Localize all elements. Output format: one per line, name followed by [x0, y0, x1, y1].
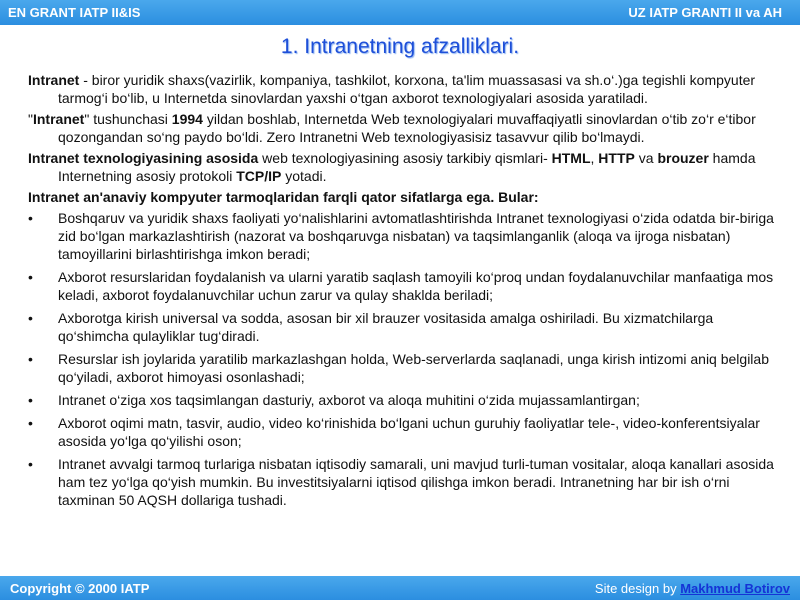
- bold-term: brouzer: [657, 150, 709, 166]
- header-right-text: UZ IATP GRANTI II va AH: [628, 5, 782, 20]
- list-item: [28, 309, 778, 345]
- bullet-icon: •: [28, 210, 33, 226]
- bold-term: HTTP: [598, 150, 635, 166]
- paragraph-text: ": [28, 111, 33, 127]
- top-banner: [0, 0, 800, 25]
- paragraph-text: va: [634, 150, 658, 166]
- bullet-icon: •: [28, 310, 33, 326]
- bullet-icon: •: [28, 269, 33, 285]
- list-item: [28, 455, 778, 509]
- list-item: [28, 268, 778, 304]
- paragraph-text: web texnologiyasining asosiy tarkibiy qismlari-: [258, 150, 552, 166]
- lead-heading: [28, 188, 778, 206]
- title-row: [0, 35, 800, 59]
- bold-term: Intranet: [32, 111, 85, 127]
- bullet-icon: •: [28, 456, 33, 472]
- bold-term: TCP/IP: [236, 168, 282, 184]
- copyright-text: Copyright © 2000 IATP: [10, 580, 150, 596]
- list-item: [28, 209, 778, 263]
- paragraph-text: - biror yuridik shaxs(vazirlik, kompaniya, tashkilot, korxona, ta'lim muassasasi va sh.o‘.)ga tegishli kompyuter tarmog‘i bo‘lib, u Internetda sinovlardan yaxshi o‘tgan axborot texnologiyalari asosida yaratiladi.: [58, 72, 756, 106]
- list-item-text: Axborot oqimi matn, tasvir, audio, video ko‘rinishida bo‘lgani uchun guruhiy faoliyatlar tele-, video-konferentsiyalar asosida yo‘lga qo‘yilishi oson;: [58, 415, 760, 449]
- list-item-text: Intranet avvalgi tarmoq turlariga nisbatan iqtisodiy samarali, uni mavjud turli-tuman vositalar, aloqa kanallari asosida ham tez yo‘lga qo‘yish mumkin. Bu investitsiyalarni iqtisod qilishga imkon beradi. Intranetning har bir ish o‘rni taxminan 50 AQSH dollariga tushadi.: [58, 456, 774, 508]
- bullet-icon: •: [28, 392, 33, 408]
- bold-term: Intranet texnologiyasining asosida: [28, 150, 259, 166]
- list-item: [28, 350, 778, 386]
- footer-banner: [0, 576, 800, 600]
- bold-term: HTML: [551, 150, 591, 166]
- paragraph-text: yotadi.: [281, 168, 327, 184]
- bullet-icon: •: [28, 415, 33, 431]
- bullet-icon: •: [28, 351, 33, 367]
- list-item-text: Axborotga kirish universal va sodda, asosan bir xil brauzer vositasida amalga oshiriladi. Bu xizmatchilarga qo‘shimcha qulayliklar tug‘diradi.: [58, 310, 714, 344]
- design-prefix-text: Site design by: [594, 580, 681, 596]
- paragraph-text: hamda Internetning asosiy protokoli: [58, 150, 756, 184]
- advantages-list: [28, 209, 778, 509]
- lead-bold-text: Intranet an'anaviy kompyuter tarmoqlaridan farqli qator sifatlarga ega. Bular:: [28, 189, 539, 205]
- main-content: [28, 71, 778, 514]
- author-link[interactable]: Makhmud Botirov: [680, 580, 790, 596]
- list-item: [28, 391, 778, 409]
- paragraph-definition: [28, 71, 778, 107]
- paragraph-technology: [28, 149, 778, 185]
- paragraph-text: ,: [590, 150, 599, 166]
- list-item-text: Resurslar ish joylarida yaratilib markazlashgan holda, Web-serverlarda saqlanadi, unga kirish intizomi aniq belgilab qo‘yiladi, axborot himoyasi osonlashadi;: [58, 351, 769, 385]
- paragraph-text: " tushunchasi: [84, 111, 172, 127]
- header-left-text: EN GRANT IATP II&IS: [8, 5, 141, 20]
- paragraph-history: [28, 110, 778, 146]
- list-item-text: Boshqaruv va yuridik shaxs faoliyati yo‘nalishlarini avtomatlashtirishda Intranet texnologiyasi o‘zida odatda bir-biriga zid bo‘lgan markazlashtirish (nazorat va boshqaruvga nisbatan) va taqsimlanganlik (aloqa va ijroga nisbatan) tamoyillarini birlashtirishga imkon beradi;: [58, 210, 774, 262]
- paragraph-text: yildan boshlab, Internetda Web texnologiyalari muvaffaqiyatli sinovlardan o‘tib zo‘r e‘tibor qozongandan so‘ng paydo bo‘ldi. Zero Intranetni Web texnologiyasisiz tasavvur qilib bo‘lmaydi.: [58, 111, 756, 145]
- page-title: 1. Intranetning afzalliklari.: [280, 35, 520, 58]
- bold-year: 1994: [171, 111, 203, 127]
- list-item: [28, 414, 778, 450]
- list-item-text: Axborot resurslaridan foydalanish va ularni yaratib saqlash tamoyili ko‘proq undan foydalanuvchilar manfaatiga mos keladi, axborot foydalanuvchilar uchun zarur va qulay shaklda beriladi;: [58, 269, 774, 303]
- site-design-credit: [595, 581, 790, 596]
- bold-term: Intranet: [28, 72, 80, 88]
- list-item-text: Intranet o‘ziga xos taqsimlangan dasturiy, axborot va aloqa muhitini o‘zida mujassamlantirgan;: [58, 392, 640, 408]
